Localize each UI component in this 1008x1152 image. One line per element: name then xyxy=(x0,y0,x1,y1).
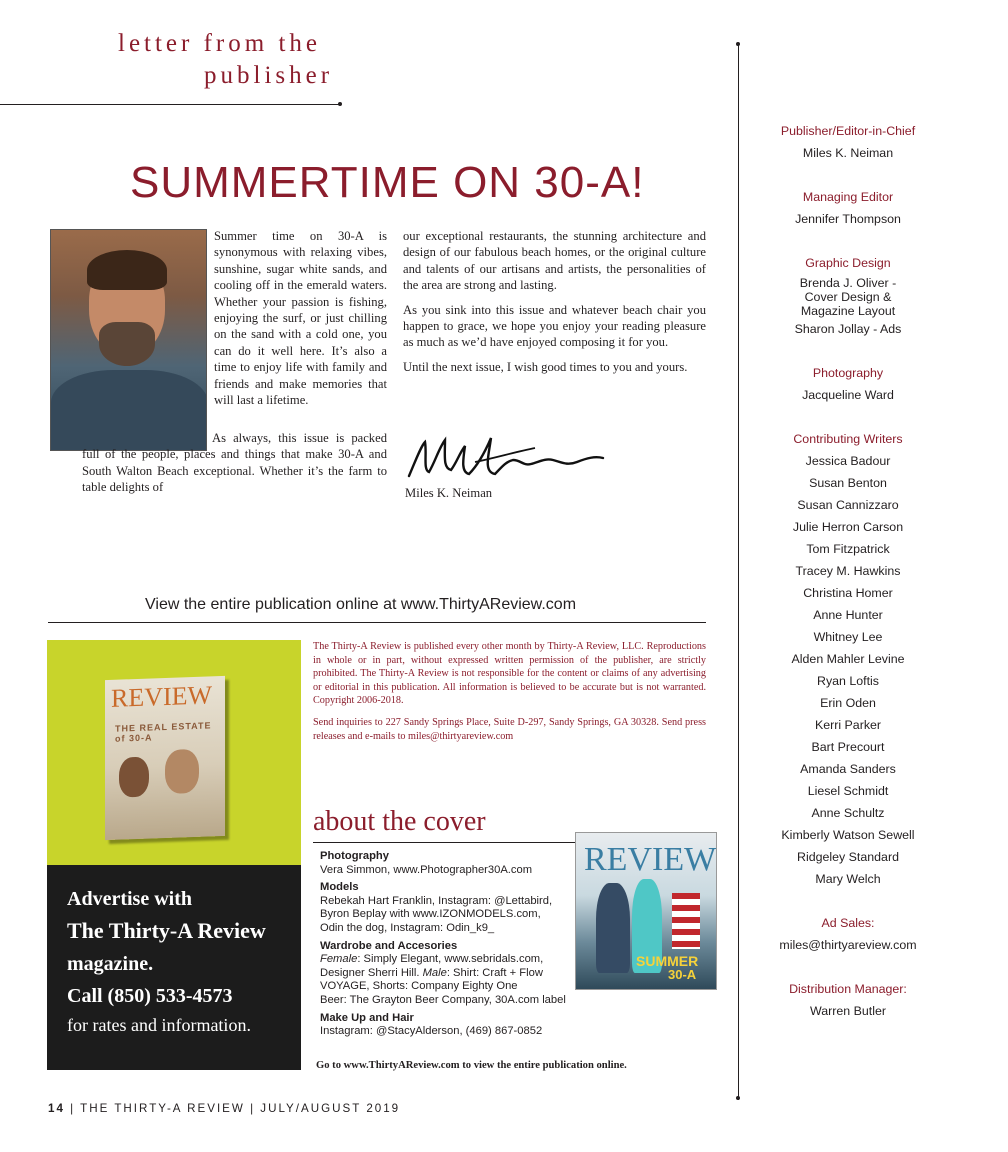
credits-text: : Simply Elegant, www.sebridals.com, xyxy=(357,953,544,966)
credits-line: VOYAGE, Shorts: Company Eighty One xyxy=(320,980,518,993)
publisher-signature xyxy=(405,432,605,488)
masthead-role: Photography xyxy=(812,366,884,380)
writer-name: Erin Oden xyxy=(820,696,876,710)
writer-name: Mary Welch xyxy=(815,872,881,886)
footer-text: | THE THIRTY-A REVIEW | JULY/AUGUST 2019 xyxy=(64,1102,401,1115)
credits-heading: Photography xyxy=(320,850,389,862)
masthead-name: Miles K. Neiman xyxy=(802,146,894,160)
ad-phone: Call (850) 533-4573 xyxy=(67,985,233,1007)
photo-beard-shape xyxy=(99,322,155,366)
magazine-cover-image xyxy=(575,832,717,990)
ad-line-5: for rates and information. xyxy=(67,1015,251,1035)
advertisement xyxy=(47,640,301,1070)
cover-summer-text: SUMMER xyxy=(636,953,699,969)
masthead-name-line: Magazine Layout xyxy=(800,304,896,318)
ad-line-3: magazine. xyxy=(67,953,154,975)
credits-male-label: Male xyxy=(422,966,447,979)
masthead-name xyxy=(766,274,930,318)
cover-credits xyxy=(320,846,570,1039)
page-footer xyxy=(48,1102,400,1115)
letter-paragraph: As always, this issue is packed full of the people, places and things that make 30-A and South Walton Beach exceptional. Whether it’s the farm to table delights of xyxy=(82,431,387,495)
masthead-name: Warren Butler xyxy=(810,1004,886,1018)
masthead-name-line: Cover Design & xyxy=(804,290,892,304)
cover-model-shape xyxy=(596,883,630,973)
cover-30a-text: 30-A xyxy=(668,967,697,982)
ad-magazine-cover xyxy=(105,676,225,840)
masthead-role: Graphic Design xyxy=(805,256,891,270)
writer-name: Julie Herron Carson xyxy=(792,520,904,534)
credits-text: : Shirt: Craft + Flow xyxy=(446,966,543,979)
credits-line: Instagram: @StacyAlderson, (469) 867-0852 xyxy=(320,1025,543,1038)
credits-text: Designer Sherri Hill. xyxy=(320,966,423,979)
staff-masthead xyxy=(766,120,930,1022)
photo-hair-shape xyxy=(87,250,167,290)
masthead-role: Managing Editor xyxy=(802,190,894,204)
credits-line: Odin the dog, Instagram: Odin_k9_ xyxy=(320,921,495,934)
masthead-name: Jacqueline Ward xyxy=(802,388,894,402)
letter-column1-bottom xyxy=(82,430,387,496)
letter-paragraph: Summer time on 30-A is synonymous with relaxing vibes, sunshine, sugar white sands, and cooling off in the emerald waters. Whether your passion is fishing, enjoying the surf, or just chilling on the sand with a cold one, you can do it well here. It’s also a time to enjoy life with family and friends and make memories that will last a lifetime. xyxy=(214,229,387,408)
writer-name: Amanda Sanders xyxy=(800,762,896,776)
masthead-role: Publisher/Editor-in-Chief xyxy=(780,124,916,138)
cover-masthead: REVIEW xyxy=(584,841,717,878)
writer-name: Jessica Badour xyxy=(805,454,891,468)
letter-paragraph: Until the next issue, I wish good times to you and yours. xyxy=(403,359,688,374)
ad-cover-child-shape xyxy=(165,749,199,794)
credits-heading: Wardrobe and Accesories xyxy=(320,939,458,952)
writer-name: Ryan Loftis xyxy=(817,674,879,688)
divider-dot-top xyxy=(736,42,740,46)
writer-name: Whitney Lee xyxy=(813,630,883,644)
about-cover-title: about the cover xyxy=(313,806,486,837)
signature-name: Miles K. Neiman xyxy=(405,486,493,500)
masthead-name-line: Brenda J. Oliver - xyxy=(799,276,897,290)
letter-column2 xyxy=(403,228,706,383)
masthead-name: Sharon Jollay - Ads xyxy=(794,322,902,336)
ad-line-1: Advertise with xyxy=(67,888,192,910)
legal-contact: Send inquiries to 227 Sandy Springs Place, Suite D-297, Sandy Springs, GA 30328. Send press releases and e-mails to miles@thirtyareview.com xyxy=(313,716,706,742)
section-header-line2: publisher xyxy=(204,62,334,89)
writer-name: Anne Schultz xyxy=(811,806,885,820)
section-header-line1: letter from the xyxy=(118,30,321,57)
masthead-role: Contributing Writers xyxy=(793,432,903,446)
writer-name: Christina Homer xyxy=(803,586,893,600)
page-headline: SUMMERTIME ON 30-A! xyxy=(130,158,645,207)
writer-name: Anne Hunter xyxy=(813,608,883,622)
letter-paragraph: As you sink into this issue and whatever beach chair you happen to grace, we hope you enjoy your reading pleasure as much as we’d have enjoyed composing it for you. xyxy=(403,302,706,350)
masthead-name: miles@thirtyareview.com xyxy=(779,938,917,952)
credits-heading: Make Up and Hair xyxy=(320,1011,414,1024)
legal-notice xyxy=(313,640,706,751)
writer-name: Tracey M. Hawkins xyxy=(795,564,901,578)
credits-line: Byron Beplay with www.IZONMODELS.com, xyxy=(320,908,541,921)
legal-paragraph: The Thirty-A Review is published every other month by Thirty-A Review, LLC. Reproductions in whole or in part, without expressed written permission of the publisher, are strictly prohibited. The Thirty-A Review is not responsible for the content or claims of any advertising or editorial in this publication. All information is believed to be accurate but is not warranted. Copyright 2006-2018. xyxy=(313,641,706,707)
view-online-rule xyxy=(48,622,706,623)
divider-dot-bottom xyxy=(736,1096,740,1100)
masthead-name: Jennifer Thompson xyxy=(795,212,901,226)
publisher-photo xyxy=(50,229,207,451)
credits-line xyxy=(320,967,570,981)
writer-name: Susan Benton xyxy=(809,476,887,490)
header-rule-dot xyxy=(338,102,342,106)
credits-line: Beer: The Grayton Beer Company, 30A.com label xyxy=(320,993,566,1006)
ad-cover-masthead: REVIEW xyxy=(111,680,213,713)
cover-flag-shape xyxy=(672,893,700,949)
writer-name: Alden Mahler Levine xyxy=(791,652,905,666)
ad-cover-subtitle: THE REAL ESTATE of 30-A xyxy=(115,720,212,744)
writer-name: Susan Cannizzaro xyxy=(797,498,899,512)
masthead-role: Distribution Manager: xyxy=(789,982,907,996)
writer-name: Bart Precourt xyxy=(811,740,885,754)
writers-list xyxy=(766,450,930,890)
credits-line: Rebekah Hart Franklin, Instagram: @Lettabird, xyxy=(320,894,553,907)
letter-paragraph: our exceptional restaurants, the stunning architecture and design of our fabulous beach homes, or the original culture and talents of our artisans and artists, the personalities of the area are strong and lasting. xyxy=(403,229,706,293)
ad-line-2: The Thirty-A Review xyxy=(67,918,266,943)
writer-name: Liesel Schmidt xyxy=(807,784,889,798)
writer-name: Tom Fitzpatrick xyxy=(806,542,890,556)
writer-name: Kimberly Watson Sewell xyxy=(781,828,915,842)
view-online-line: View the entire publication online at www.ThirtyAReview.com xyxy=(145,596,577,613)
masthead-role: Ad Sales: xyxy=(821,916,875,930)
credits-heading: Models xyxy=(320,881,359,894)
about-cover-rule xyxy=(313,842,575,843)
credits-female-label: Female xyxy=(320,953,358,966)
credits-line: Vera Simmon, www.Photographer30A.com xyxy=(320,863,533,876)
header-rule xyxy=(0,104,340,105)
goto-website-line: Go to www.ThirtyAReview.com to view the entire publication online. xyxy=(316,1060,627,1071)
page-number: 14 xyxy=(48,1102,65,1115)
letter-column1-top xyxy=(214,228,387,414)
writer-name: Ridgeley Standard xyxy=(797,850,899,864)
writer-name: Kerri Parker xyxy=(814,718,882,732)
ad-green-panel xyxy=(47,640,301,865)
column-divider xyxy=(738,44,739,1100)
ad-cover-child-shape xyxy=(119,757,149,798)
credits-line xyxy=(320,953,570,967)
